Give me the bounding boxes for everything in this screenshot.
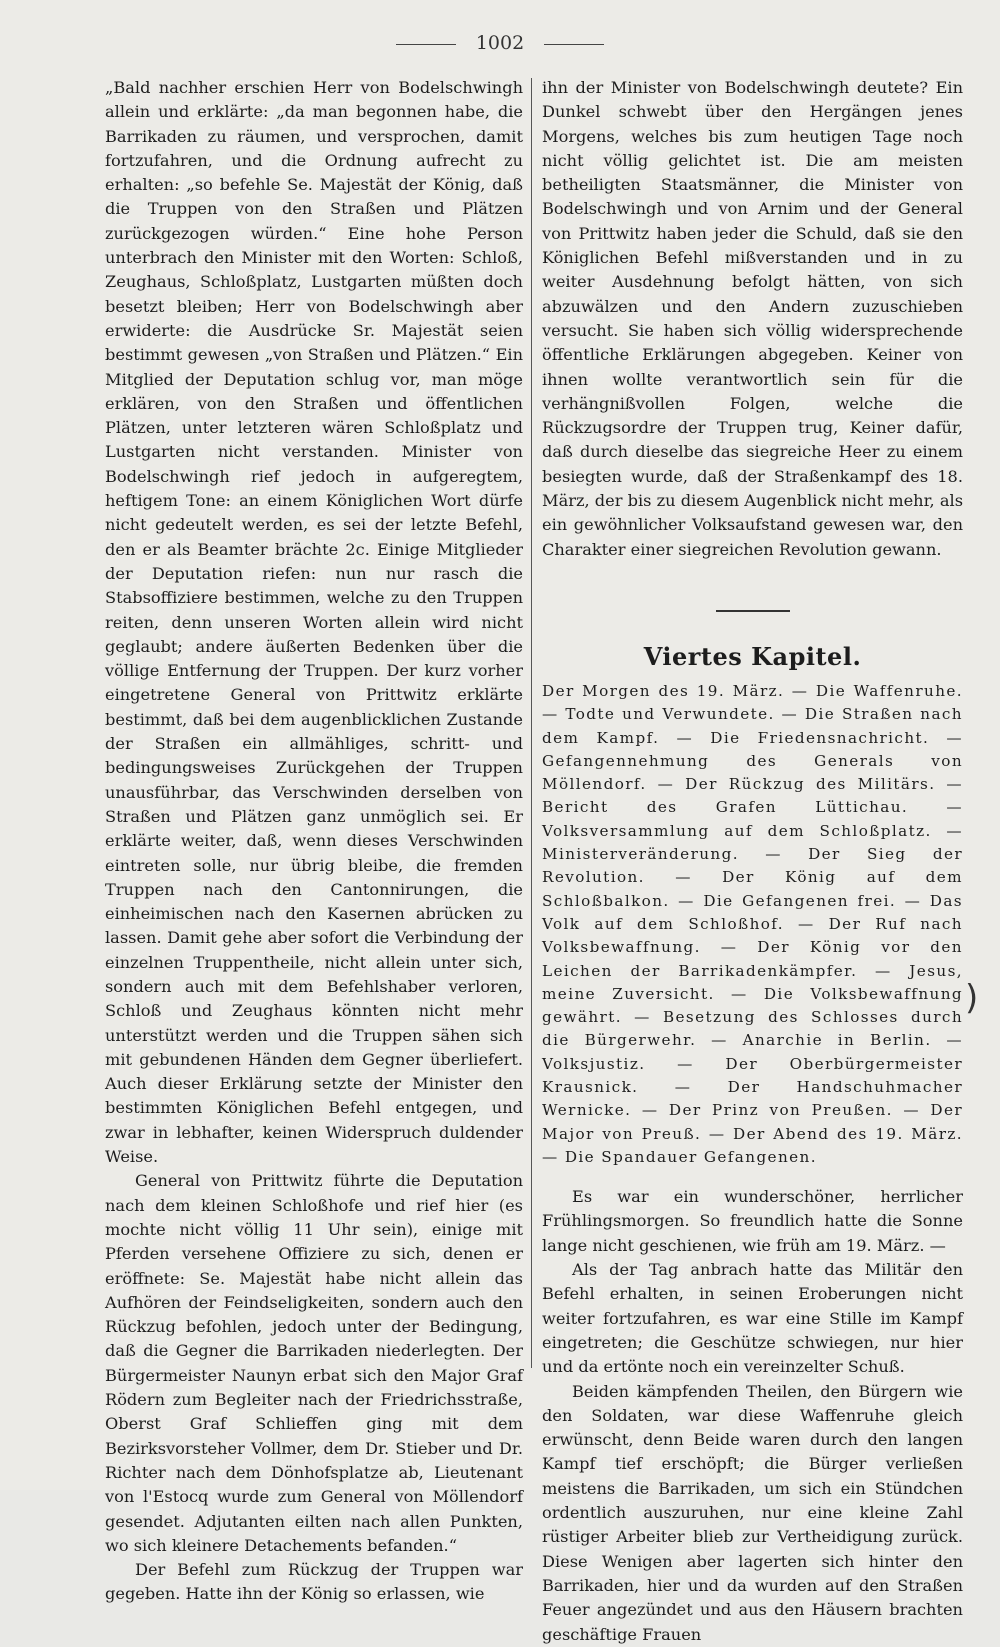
right-paragraph-3: Beiden kämpfenden Theilen, den Bürgern wie den Soldaten, war diese Waffenruhe gleich erwünscht, denn Beide waren durch den langen Kampf tief erschöpft; die Bürger verließen meistens die Barrikaden, um sich ein Stündchen ordentlich auszuruhen, nur eine kleine Zahl rüstiger Arbeiter blieb zur Vertheidigung zurück. Diese Wenigen aber lagerten sich hinter den Barrikaden, hier und da wurden auf den Straßen Feuer angezündet und aus den Häusern brachten geschäftige Frauen (542, 1381, 963, 1644)
column-divider (531, 78, 532, 1368)
margin-mark: ) (965, 978, 979, 1018)
header-rule-left (396, 44, 456, 45)
right-column (542, 76, 963, 1647)
right-paragraph-1: Es war ein wunderschöner, herrlicher Frühlingsmorgen. So freundlich hatte die Sonne lange nicht geschienen, wie früh am 19. März. — (542, 1187, 963, 1255)
right-paragraph-2: Als der Tag anbrach hatte das Militär den Befehl erhalten, in seinen Eroberungen nicht weiter fortzufahren, es war eine Stille im Kampf eingetreten; die Geschütze schwiegen, nur hier und da ertönte noch ein vereinzelter Schuß. (542, 1260, 963, 1377)
page-number: 1002 (475, 32, 525, 54)
section-separator (716, 610, 790, 612)
page-header (0, 32, 1000, 54)
left-paragraph-3: Der Befehl zum Rückzug der Truppen war gegeben. Hatte ihn der König so erlassen, wie (105, 1560, 523, 1604)
left-paragraph-1: „Bald nachher erschien Herr von Bodelschwingh allein und erklärte: „da man begonnen habe, die Barrikaden zu räumen, und versprochen, damit fortzufahren, und die Ordnung aufrecht zu erhalten: „so befehle Se. Majestät der König, daß die Truppen von den Straßen und Plätzen zurückgezogen würden.“ Eine hohe Person unterbrach den Minister mit den Worten: Schloß, Zeughaus, Schloßplatz, Lustgarten müßten doch besetzt bleiben; Herr von Bodelschwingh aber erwiderte: die Ausdrücke Sr. Majestät seien bestimmt gewesen „von Straßen und Plätzen.“ Ein Mitglied der Deputation schlug vor, man möge erklären, von den Straßen und öffentlichen Plätzen, unter letzteren wären Schloßplatz und Lustgarten nicht verstanden. Minister von Bodelschwingh rief jedoch in aufgeregtem, heftigem Tone: an einem Königlichen Wort dürfe nicht gedeutelt werden, es sei der letzte Befehl, den er als Beamter brächte 2c. Einige Mitglieder der Deputation riefen: nun nur rasch die Stabsoffiziere bestimmen, welche zu den Truppen reiten, denn unseren Worten allein wird nicht geglaubt; andere äußerten Bedenken über die völlige Entfernung der Truppen. Der kurz vorher eingetretene General von Prittwitz erklärte bestimmt, daß bei dem augenblicklichen Zustande der Straßen ein allmähliges, schritt- und bedingungsweises Zurückgehen der Truppen unausführbar, das Verschwinden derselben von Straßen und Plätzen ganz unmöglich sei. Er erklärte weiter, daß, wenn dieses Verschwinden eintreten solle, nur übrig bleibe, die fremden Truppen nach den Cantonnirungen, die einheimischen nach den Kasernen abrücken zu lassen. Damit gehe aber sofort die Verbindung der einzelnen Truppentheile, nicht allein unter sich, sondern auch mit dem Befehlshaber verloren, Schloß und Zeughaus könnten nicht mehr unterstützt werden und die Truppen sähen sich mit gebundenen Händen dem Gegner überliefert. Auch dieser Erklärung setzte der Minister den bestimmten Königlichen Befehl entgegen, und zwar in lebhafter, keinen Widerspruch duldender Weise. (105, 78, 523, 1167)
left-column (105, 76, 523, 1607)
right-paragraph-continued: ihn der Minister von Bodelschwingh deutete? Ein Dunkel schwebt über den Hergängen jenes Morgens, welches bis zum heutigen Tage noch nicht völlig gelichtet ist. Die am meisten betheiligten Staatsmänner, die Minister von Bodelschwingh und von Arnim und der General von Prittwitz haben jeder die Schuld, daß sie den Königlichen Befehl mißverstanden und in zu weiter Ausdehnung befolgt hätten, von sich abzuwälzen und den Andern zuzuschieben versucht. Sie haben sich völlig widersprechende öffentliche Erklärungen abgegeben. Keiner von ihnen wollte verantwortlich sein für die verhängnißvollen Folgen, welche die Rückzugsordre der Truppen trug, Keiner dafür, daß durch dieselbe das siegreiche Heer zu einem besiegten wurde, daß der Straßenkampf des 18. März, der bis zu diesem Augenblick nicht mehr, als ein gewöhnlicher Volksaufstand gewesen war, den Charakter einer siegreichen Revolution gewann. (542, 78, 963, 559)
chapter-summary: Der Morgen des 19. März. — Die Waffenruhe. — Todte und Verwundete. — Die Straßen nach dem Kampf. — Die Friedensnachricht. — Gefangennehmung des Generals von Möllendorf. — Der Rückzug des Militärs. — Bericht des Grafen Lüttichau. — Volksversammlung auf dem Schloßplatz. — Ministerveränderung. — Der Sieg der Revolution. — Der König auf dem Schloßbalkon. — Die Gefangenen frei. — Das Volk auf dem Schloßhof. — Der Ruf nach Volksbewaffnung. — Der König vor den Leichen der Barrikadenkämpfer. — Jesus, meine Zuversicht. — Die Volksbewaffnung gewährt. — Besetzung des Schlosses durch die Bürgerwehr. — Anarchie in Berlin. — Volksjustiz. — Der Oberbürgermeister Krausnick. — Der Handschuhmacher Wernicke. — Der Prinz von Preußen. — Der Major von Preuß. — Der Abend des 19. März. — Die Spandauer Gefangenen. (542, 681, 963, 1166)
header-rule-right (544, 44, 604, 45)
chapter-title: Viertes Kapitel. (643, 641, 862, 671)
left-paragraph-2: General von Prittwitz führte die Deputation nach dem kleinen Schloßhofe und rief hier (es mochte nicht völlig 11 Uhr sein), einige mit Pferden versehene Offiziere zu sich, denen er eröffnete: Se. Majestät habe nicht allein das Aufhören der Feindseligkeiten, sondern auch den Rückzug befohlen, jedoch unter der Bedingung, daß die Gegner die Barrikaden niederlegten. Der Bürgermeister Naunyn erbat sich den Major Graf Rödern zum Begleiter nach der Friedrichsstraße, Oberst Graf Schlieffen ging mit dem Bezirksvorsteher Vollmer, dem Dr. Stieber und Dr. Richter nach dem Dönhofsplatze ab, Lieutenant von l'Estocq wurde zum General von Möllendorf gesendet. Adjutanten eilten nach allen Punkten, wo sich kleinere Detachements befanden.“ (105, 1171, 523, 1555)
